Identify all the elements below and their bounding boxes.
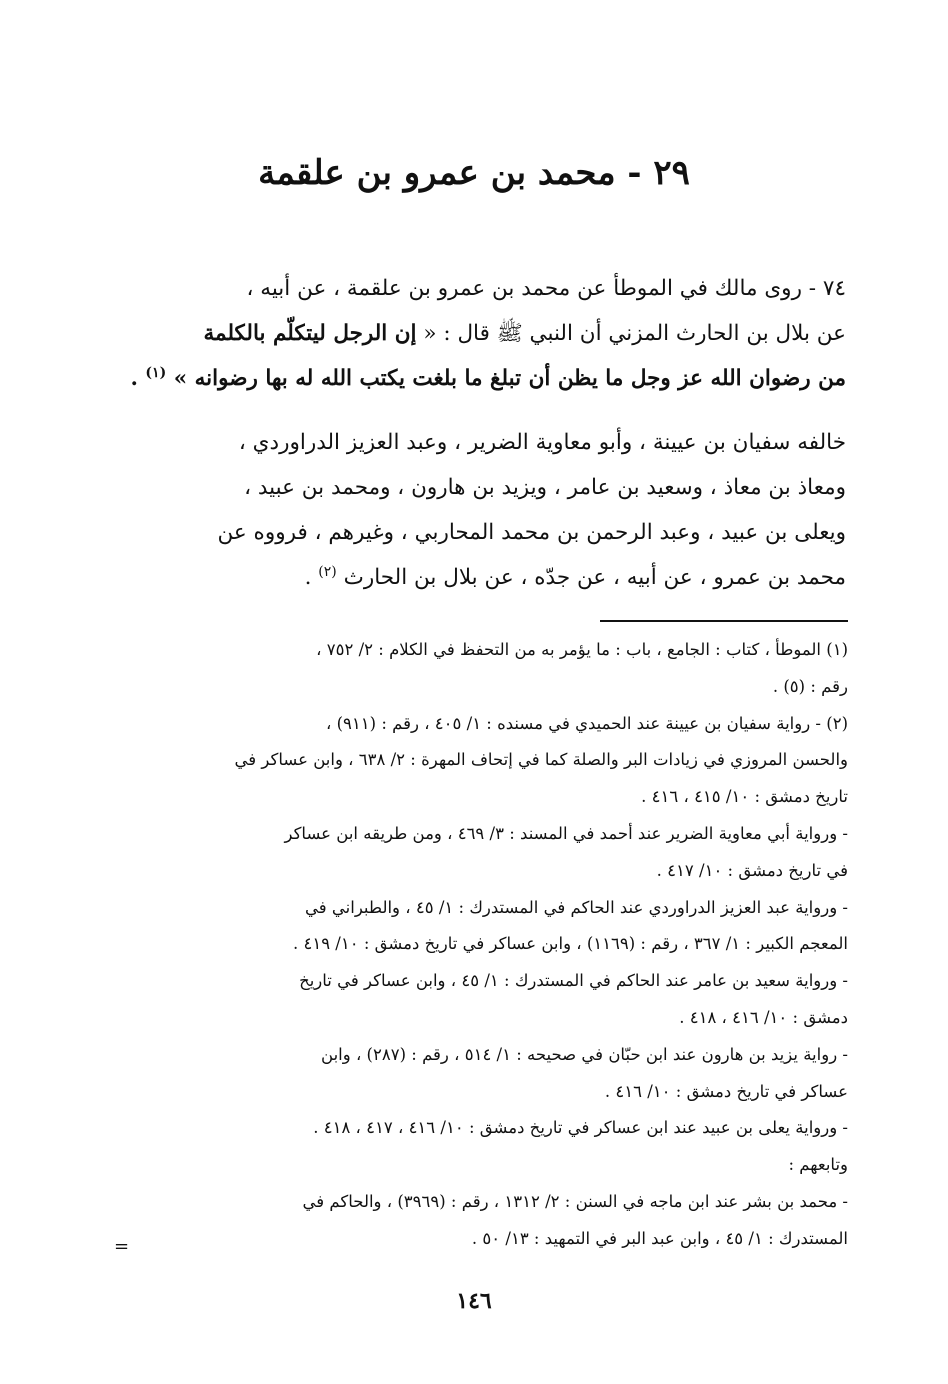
hadith-paragraph (108, 266, 846, 401)
footnote-yala-bin-ubaid (108, 1110, 848, 1184)
footnote-line: (٢) - رواية سفيان بن عيينة عند الحميدي في مسنده : ١/ ٤٠٥ ، رقم : (٩١١) ، (326, 713, 848, 733)
hadith-line-3 (108, 356, 846, 401)
footnote-separator (600, 620, 848, 622)
footnote-line: تاريخ دمشق : ١٠/ ٤١٥ ، ٤١٦ . (641, 787, 848, 807)
narrators-line-4-text: محمد بن عمرو ، عن أبيه ، عن جدّه ، عن بلال بن الحارث (343, 565, 846, 590)
narrators-end: . (304, 565, 319, 590)
footnote-line: المعجم الكبير : ١/ ٣٦٧ ، رقم : (١١٦٩) ، وابن عساكر في تاريخ دمشق : ١٠/ ٤١٩ . (292, 934, 848, 954)
footnote-ref-2: (٢) (318, 563, 337, 580)
hadith-line-3-text: من رضوان الله عز وجل ما يظن أن تبلغ ما بلغت يكتب الله له بها رضوانه » (173, 366, 846, 391)
footnote-line: والحسن المروزي في زيادات البر والصلة كما في إتحاف المهرة : ٢/ ٦٣٨ ، وابن عساكر في (234, 750, 848, 770)
footnote-line: (١) الموطأ ، كتاب : الجامع ، باب : ما يؤمر به من التحفظ في الكلام : ٢/ ٧٥٢ ، (316, 640, 848, 659)
narrators-line-4 (108, 555, 846, 600)
footnote-line: في تاريخ دمشق : ١٠/ ٤١٧ . (656, 860, 848, 880)
footnote-line: - ورواية سعيد بن عامر عند الحاكم في المستدرك : ١/ ٤٥ ، وابن عساكر في تاريخ (299, 971, 848, 991)
footnote-yazid-bin-harun (108, 1037, 848, 1111)
chapter-title: ٢٩ - محمد بن عمرو بن علقمة (258, 153, 690, 193)
footnote-said-bin-amir (108, 963, 848, 1037)
footnote-line: - رواية يزيد بن هارون عند ابن حبّان في صحيحه : ١/ ٥١٤ ، رقم : (٢٨٧) ، وابن (321, 1044, 848, 1064)
continuation-mark: = (114, 1236, 130, 1257)
footnote-1 (108, 632, 848, 706)
footnotes (108, 632, 848, 1258)
footnote-line: عساكر في تاريخ دمشق : ١٠/ ٤١٦ . (604, 1081, 848, 1101)
footnote-line: - ورواية عبد العزيز الدراوردي عند الحاكم في المستدرك : ١/ ٤٥ ، والطبراني في (305, 897, 848, 917)
hadith-line-2-text: عن بلال بن الحارث المزني أن النبي ﷺ قال : « (423, 321, 846, 346)
hadith-line-2 (108, 311, 846, 356)
footnote-line: المستدرك : ١/ ٤٥ ، وابن عبد البر في التمهيد : ١٣/ ٥٠ . (471, 1228, 848, 1248)
footnote-ref-1: (١) (145, 364, 167, 381)
footnote-line: - ورواية أبي معاوية الضرير عند أحمد في المسند : ٣/ ٤٦٩ ، ومن طريقه ابن عساكر (284, 823, 848, 843)
narrators-line-2: ومعاذ بن معاذ ، وسعيد بن عامر ، ويزيد بن هارون ، ومحمد بن عبيد ، (244, 475, 846, 500)
hadith-end: . (130, 366, 146, 391)
page-number: ١٤٦ (456, 1288, 492, 1314)
narrators-paragraph (108, 420, 846, 600)
footnote-abu-muawiya (108, 816, 848, 890)
footnote-2 (108, 706, 848, 816)
hadith-quote-start: إن الرجل ليتكلّم بالكلمة (203, 321, 417, 346)
footnote-darawardi (108, 890, 848, 964)
narrators-line-3: ويعلى بن عبيد ، وعبد الرحمن بن محمد المحاربي ، وغيرهم ، فرووه عن (217, 520, 846, 545)
footnote-line: دمشق : ١٠/ ٤١٦ ، ٤١٨ . (679, 1007, 848, 1027)
footnote-line: - محمد بن بشر عند ابن ماجه في السنن : ٢/ ١٣١٢ ، رقم : (٣٩٦٩) ، والحاكم في (302, 1191, 848, 1211)
narrators-line-1: خالفه سفيان بن عيينة ، وأبو معاوية الضرير ، وعبد العزيز الدراوردي ، (238, 430, 846, 455)
hadith-line-1: ٧٤ - روى مالك في الموطأ عن محمد بن عمرو بن علقمة ، عن أبيه ، (246, 276, 846, 301)
footnote-line: - ورواية يعلى بن عبيد عند ابن عساكر في تاريخ دمشق : ١٠/ ٤١٦ ، ٤١٧ ، ٤١٨ . (313, 1118, 848, 1138)
footnote-line: رقم : (٥) . (772, 676, 848, 696)
footnote-muhammad-bin-bishr (108, 1184, 848, 1258)
footnote-line: وتابعهم : (788, 1155, 848, 1175)
